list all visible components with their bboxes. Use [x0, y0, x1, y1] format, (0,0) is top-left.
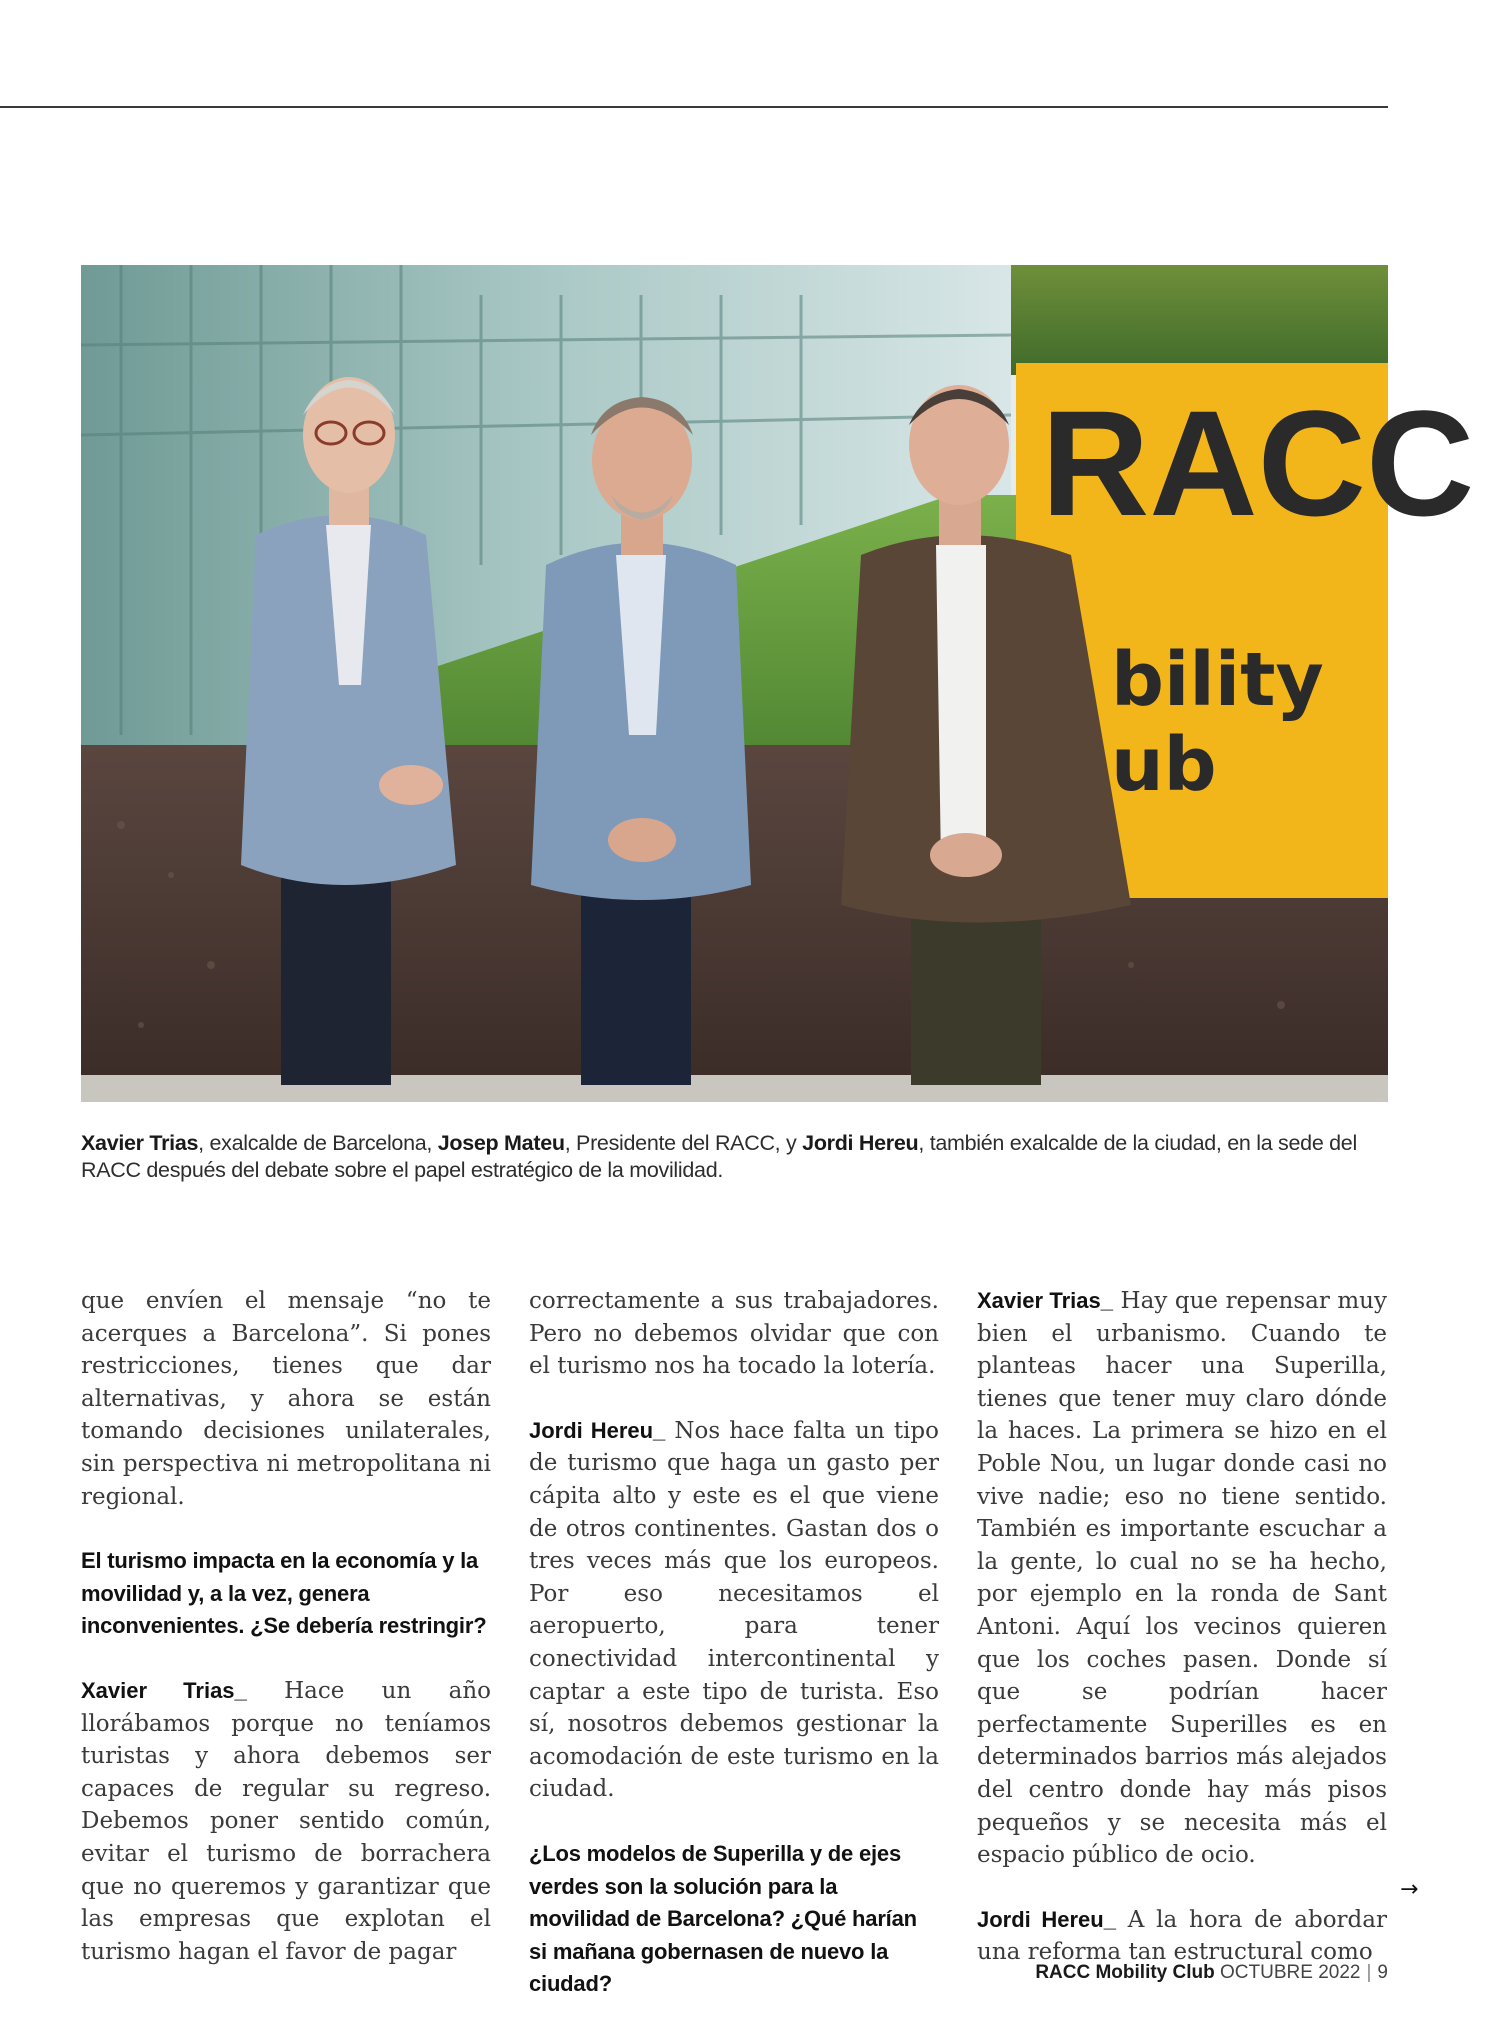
article-column-2: [529, 1285, 939, 2033]
continue-arrow-icon: →: [1400, 1877, 1419, 1902]
sign-line2-text: bility: [1111, 637, 1324, 723]
photo-caption: [81, 1130, 1391, 1184]
footer-brand: RACC Mobility Club: [1035, 1962, 1215, 1983]
paragraph: [81, 1675, 491, 1968]
caption-text-1: , exalcalde de Barcelona,: [198, 1131, 438, 1155]
photo-illustration: [81, 265, 1475, 1102]
answer-text: Hay que repensar muy bien el urbanismo. Cuando te planteas hacer una Superilla, tienes que tener muy claro dónde la haces. La primera se hizo en el Poble Nou, un lugar donde casi no vive nadie; eso no tiene sentido. También es importante escuchar a la gente, lo cual no se ha hecho, por ejemplo en la ronda de Sant Antoni. Aquí los vecinos quieren que los coches pasen. Donde sí que se podrían hacer perfectamente Superilles es en determinados barrios más alejados del centro donde hay más pisos pequeños y se necesita más el espacio público de ocio.: [977, 1288, 1387, 1869]
caption-text-2: , Presidente del RACC, y: [564, 1131, 803, 1155]
paragraph: correctamente a sus trabajadores. Pero no debemos olvidar que con el turismo nos ha tocado la lotería.: [529, 1288, 939, 1380]
caption-name-2: Josep Mateu: [437, 1131, 565, 1155]
answer-text: Hace un año llorábamos porque no teníamos turistas y ahora debemos ser capaces de regular su regreso. Debemos poner sentido común, evitar el turismo de borrachera que no queremos y garantizar que las empresas que explotan el turismo hagan el favor de pagar: [81, 1677, 491, 1965]
page-footer: [1035, 1962, 1388, 1984]
answer-text: Nos hace falta un tipo de turismo que haga un gasto per cápita alto y este es el que viene de otros continentes. Gastan dos o tres veces más que los europeos. Por eso necesitamos el aeropuerto, para tener conectividad intercontinental y captar a este tipo de turista. Eso sí, nosotros debemos gestionar la acomodación de este turismo en la ciudad.: [529, 1417, 939, 1803]
speaker-label: Xavier Trias_: [81, 1677, 247, 1703]
article-column-1: [81, 1285, 491, 2000]
caption-name-1: Xavier Trias: [81, 1131, 199, 1155]
speaker-label: Xavier Trias_: [977, 1288, 1114, 1313]
paragraph: [977, 1285, 1387, 1872]
sign-line3-text: ub: [1111, 722, 1217, 808]
top-rule: [0, 106, 1388, 108]
paragraph: [977, 1904, 1387, 1969]
speaker-label: Jordi Hereu_: [529, 1417, 666, 1443]
sign-racc-text: RACC: [1041, 379, 1475, 547]
interview-question: ¿Los modelos de Superilla y de ejes verdes son la solución para la movilidad de Barcelona? ¿Qué harían si mañana gobernasen de nuevo la ciudad?: [529, 1840, 917, 1997]
caption-name-3: Jordi Hereu: [802, 1131, 919, 1155]
article-column-3: [977, 1285, 1387, 2001]
footer-issue: OCTUBRE 2022: [1220, 1962, 1361, 1983]
answer-text: A la hora de abordar una reforma tan estructural como: [977, 1906, 1387, 1966]
interview-question: El turismo impacta en la economía y la movilidad y, a la vez, genera inconvenientes. ¿Se debería restringir?: [81, 1548, 487, 1639]
footer-separator: |: [1366, 1962, 1372, 1983]
page-number: 9: [1377, 1962, 1388, 1983]
caption-text-3: , también exalcalde de la ciudad, en la sede del RACC después del debate sobre el papel estratégico de la movilidad.: [81, 1131, 1357, 1182]
speaker-label: Jordi Hereu_: [977, 1906, 1116, 1932]
paragraph: [529, 1415, 939, 1806]
article-photo: [81, 265, 1475, 1102]
paragraph: que envíen el mensaje “no te acerques a Barcelona”. Si pones restricciones, tienes que dar alternativas, y ahora se están tomando decisiones unilaterales, sin perspectiva ni metropolitana ni regional.: [81, 1288, 491, 1510]
